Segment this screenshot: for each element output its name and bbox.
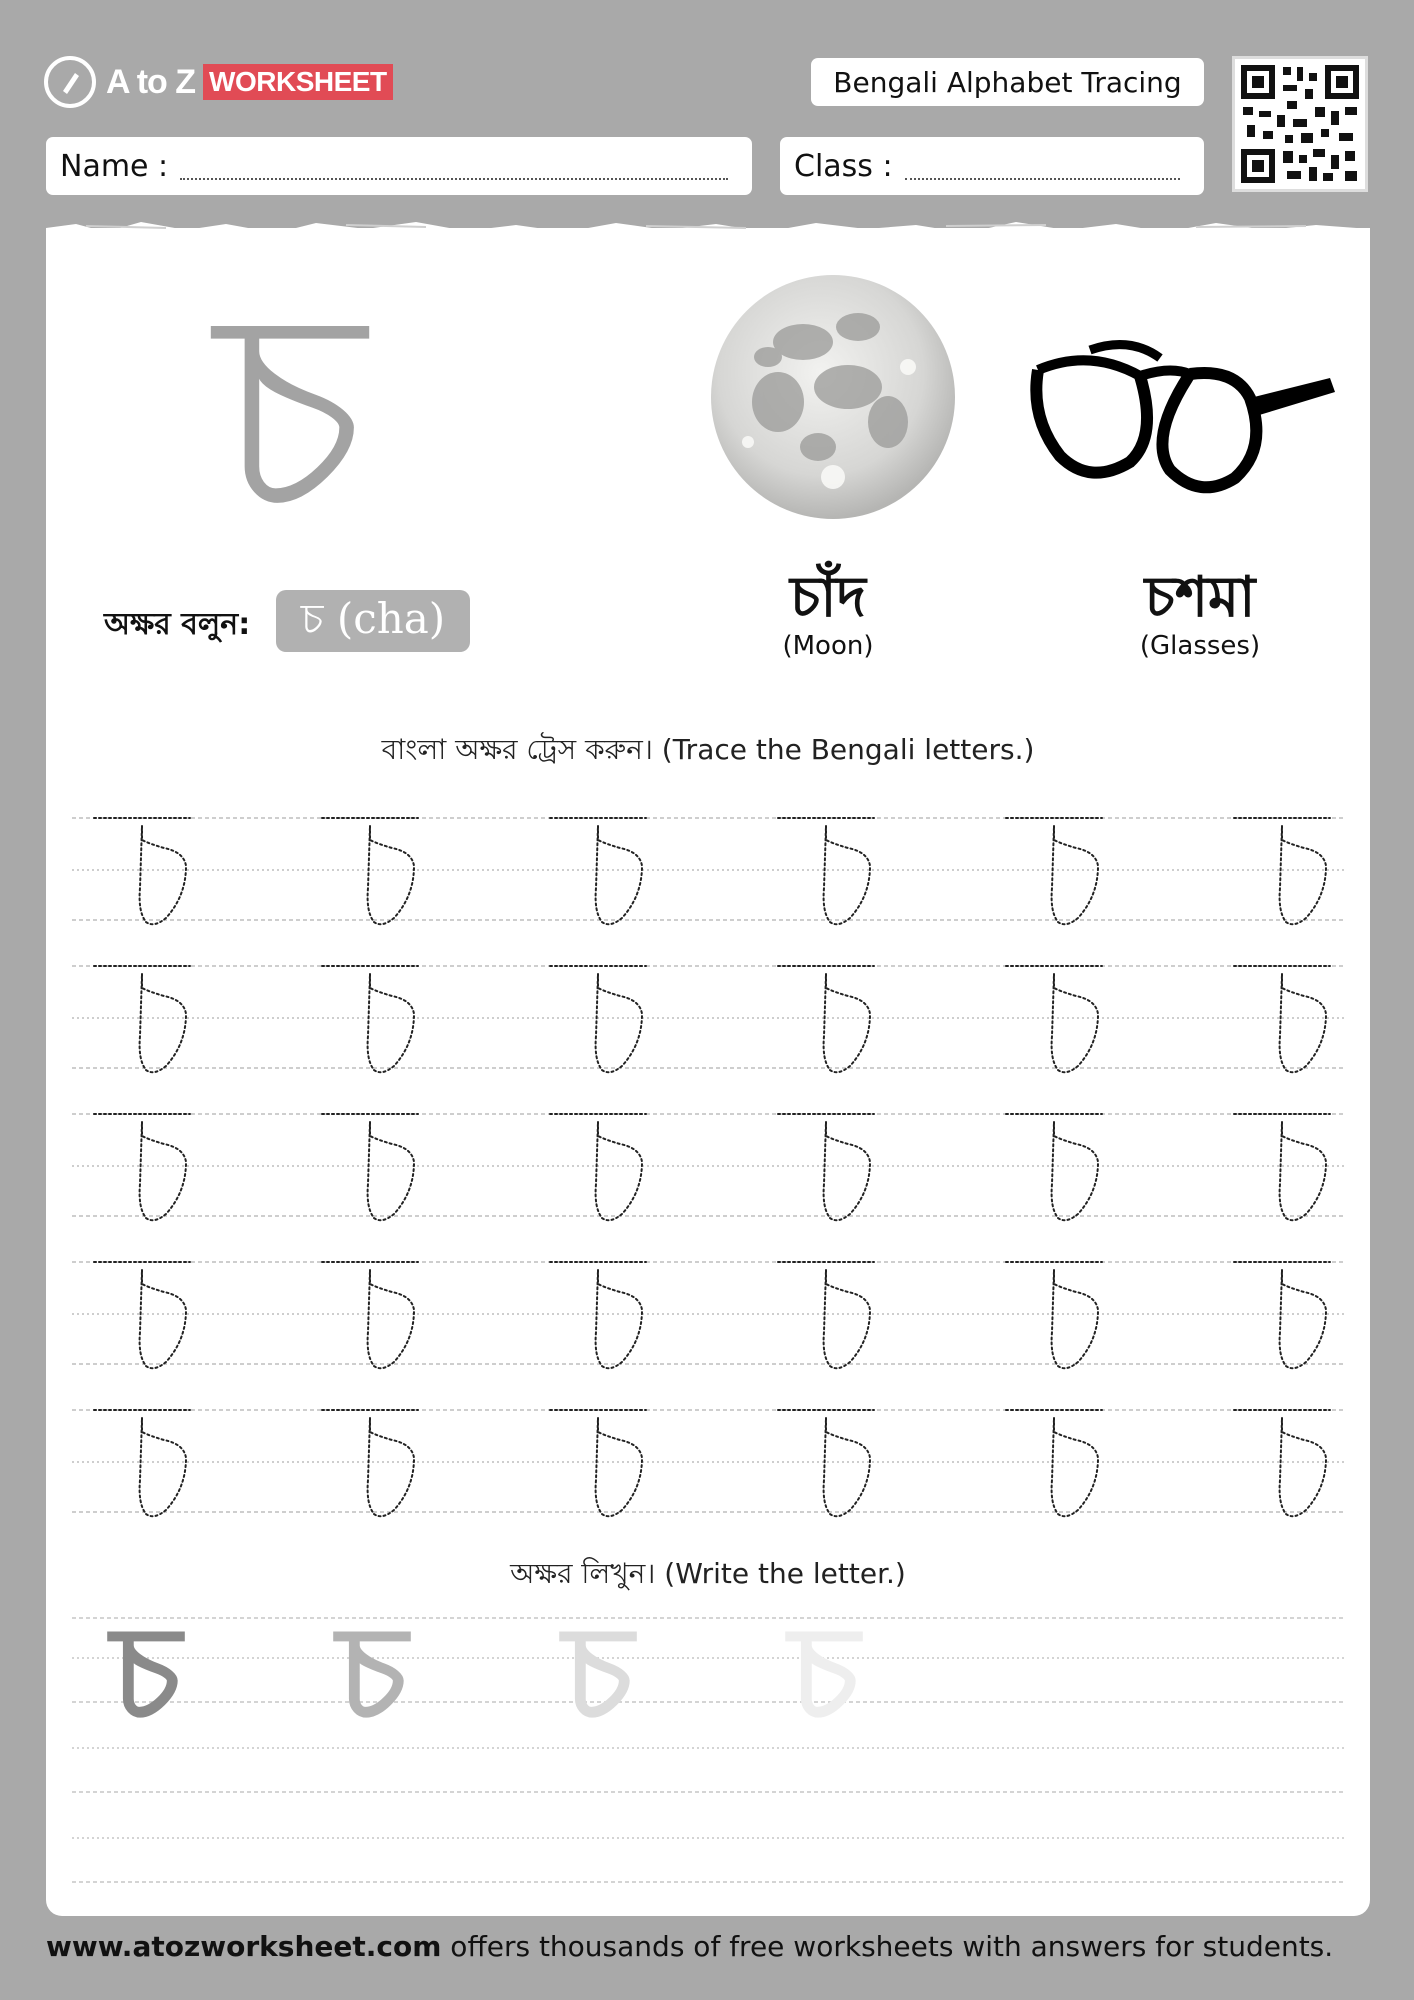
trace-letter[interactable] xyxy=(550,1262,646,1368)
trace-letter[interactable] xyxy=(778,966,874,1072)
trace-letter[interactable] xyxy=(1234,1114,1330,1220)
footer-site[interactable]: www.atozworksheet.com xyxy=(46,1930,442,1963)
footer-note xyxy=(46,1930,1333,1963)
sample-letter: চ xyxy=(336,1600,408,1749)
trace-letter[interactable] xyxy=(1006,1410,1102,1516)
trace-letter[interactable] xyxy=(1006,1114,1102,1220)
sample-letter: চ xyxy=(562,1600,634,1749)
trace-row xyxy=(72,818,1344,920)
trace-letter[interactable] xyxy=(778,1262,874,1368)
word-card-glasses xyxy=(1100,566,1300,662)
word-english: (Moon) xyxy=(782,631,874,661)
trace-instruction: বাংলা অক্ষর ট্রেস করুন। (Trace the Bengali letters.) xyxy=(381,733,1035,766)
class-write-line[interactable] xyxy=(905,152,1180,180)
site-logo xyxy=(44,54,393,110)
writing-area[interactable] xyxy=(46,1600,1370,1890)
trace-letter[interactable] xyxy=(94,966,190,1072)
word-bengali: চাঁদ xyxy=(790,565,866,630)
trace-letter[interactable] xyxy=(322,818,418,924)
trace-row xyxy=(72,1262,1344,1364)
torn-paper-edge xyxy=(46,214,1370,244)
write-instruction: অক্ষর লিখুন। (Write the letter.) xyxy=(510,1557,906,1590)
trace-letter[interactable] xyxy=(94,1114,190,1220)
qr-code xyxy=(1232,56,1368,192)
trace-letter[interactable] xyxy=(550,1114,646,1220)
trace-row xyxy=(72,1410,1344,1512)
sample-letter: চ xyxy=(110,1600,182,1749)
trace-letter[interactable] xyxy=(1006,966,1102,1072)
word-card-moon xyxy=(728,566,928,662)
logo-pen-icon xyxy=(44,56,96,108)
trace-letter[interactable] xyxy=(550,818,646,924)
trace-letter[interactable] xyxy=(322,1410,418,1516)
trace-letter[interactable] xyxy=(94,818,190,924)
say-letter-label: অক্ষর বলুন: xyxy=(104,607,251,642)
trace-letter[interactable] xyxy=(322,1114,418,1220)
letter-pronunciation-badge: চ (cha) xyxy=(276,590,470,652)
worksheet-title: Bengali Alphabet Tracing xyxy=(811,58,1204,106)
sample-letter: চ xyxy=(788,1600,860,1749)
trace-letter[interactable] xyxy=(778,1410,874,1516)
trace-letter[interactable] xyxy=(322,966,418,1072)
name-label: Name : xyxy=(60,148,169,184)
trace-letter[interactable] xyxy=(1006,818,1102,924)
trace-row xyxy=(72,966,1344,1068)
trace-letter[interactable] xyxy=(550,966,646,1072)
footer-text: offers thousands of free worksheets with answers for students. xyxy=(441,1930,1334,1963)
featured-letter: চ xyxy=(214,249,366,575)
name-field[interactable] xyxy=(46,137,752,195)
class-label: Class : xyxy=(794,148,893,184)
word-bengali: চশমা xyxy=(1144,565,1256,630)
trace-row xyxy=(72,1114,1344,1216)
name-write-line[interactable] xyxy=(180,152,728,180)
trace-letter[interactable] xyxy=(1234,1410,1330,1516)
trace-letter[interactable] xyxy=(94,1410,190,1516)
logo-badge: WORKSHEET xyxy=(203,64,393,100)
trace-letter[interactable] xyxy=(94,1262,190,1368)
logo-text: A to Z xyxy=(106,62,196,101)
trace-letter[interactable] xyxy=(322,1262,418,1368)
moon-image xyxy=(708,272,958,522)
tracing-grid[interactable] xyxy=(46,800,1370,1540)
trace-letter[interactable] xyxy=(778,818,874,924)
trace-letter[interactable] xyxy=(550,1410,646,1516)
trace-letter[interactable] xyxy=(778,1114,874,1220)
word-english: (Glasses) xyxy=(1139,631,1261,661)
trace-letter[interactable] xyxy=(1234,1262,1330,1368)
class-field[interactable] xyxy=(780,137,1204,195)
trace-letter[interactable] xyxy=(1234,818,1330,924)
trace-letter[interactable] xyxy=(1006,1262,1102,1368)
trace-letter[interactable] xyxy=(1234,966,1330,1072)
glasses-image xyxy=(1030,338,1340,508)
